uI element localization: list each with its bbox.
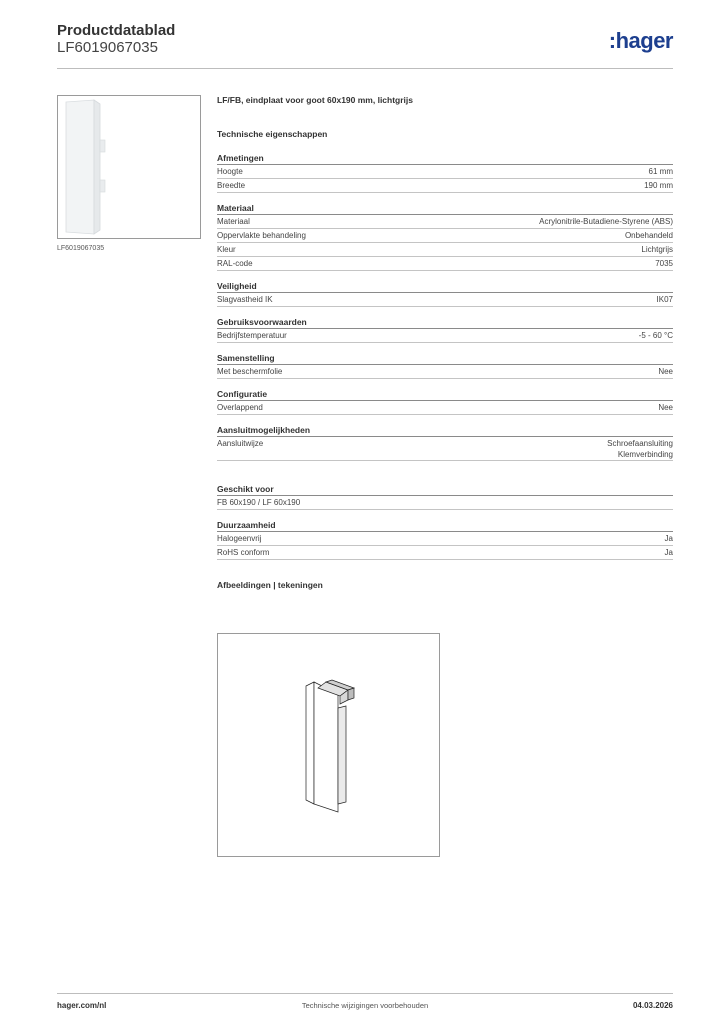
spec-value-line: IK07 — [656, 295, 673, 304]
section-title: Afmetingen — [217, 152, 673, 165]
spec-value — [657, 295, 673, 306]
spec-label: FB 60x190 / LF 60x190 — [217, 498, 301, 507]
footer-disclaimer: Technische wijzigingen voorbehouden — [301, 1001, 429, 1010]
spec-row — [217, 546, 673, 560]
spec-value-line: 61 mm — [648, 167, 673, 176]
section-title: Samenstelling — [217, 352, 673, 365]
spec-value-line: 7035 — [655, 259, 673, 268]
figures-heading: Afbeeldingen | tekeningen — [217, 580, 323, 590]
spec-value-line: Acrylonitrile-Butadiene-Styrene (ABS) — [539, 217, 673, 226]
spec-row — [217, 496, 673, 510]
page-header — [57, 22, 673, 69]
product-title: LF/FB, eindplaat voor goot 60x190 mm, lichtgrijs — [217, 95, 414, 105]
tech-properties-heading: Technische eigenschappen — [217, 129, 328, 139]
product-code: LF6019067035 — [57, 39, 158, 56]
spec-label: Aansluitwijze — [217, 439, 264, 448]
spec-label: Overlappend — [217, 403, 263, 412]
spec-value-line: Nee — [658, 403, 673, 412]
spec-value — [639, 331, 673, 342]
thumbnail-caption: LF6019067035 — [57, 245, 105, 252]
section-title: Gebruiksvoorwaarden — [217, 316, 673, 329]
section-title: Materiaal — [217, 202, 673, 215]
spec-label: Oppervlakte behandeling — [217, 231, 306, 240]
product-thumbnail-image — [58, 96, 200, 238]
spec-row — [217, 165, 673, 179]
spec-label: RAL-code — [217, 259, 253, 268]
document-title: Productdatablad — [57, 22, 176, 39]
spec-value-line: Klemverbinding — [617, 449, 673, 459]
spec-value — [658, 403, 673, 414]
spec-section — [217, 352, 673, 379]
spec-value — [539, 217, 673, 228]
spec-label: Breedte — [217, 181, 246, 190]
spec-section — [217, 483, 673, 510]
spec-value-line: Lichtgrijs — [641, 245, 673, 254]
spec-value-line: Nee — [658, 367, 673, 376]
spec-value — [665, 548, 673, 559]
spec-value — [641, 245, 673, 256]
spec-row — [217, 179, 673, 193]
footer-date: 04.03.2026 — [632, 1001, 673, 1010]
spec-value — [625, 231, 673, 242]
spec-value — [644, 181, 673, 192]
product-drawing — [217, 633, 440, 857]
spec-row — [217, 229, 673, 243]
spec-label: Halogeenvrij — [217, 534, 262, 543]
section-title: Veiligheid — [217, 280, 673, 293]
section-title: Duurzaamheid — [217, 519, 673, 532]
spec-value-line: -5 - 60 °C — [638, 331, 673, 340]
logo-text: hager — [615, 28, 673, 53]
spec-value-line: Onbehandeld — [624, 231, 673, 240]
spec-section — [217, 202, 673, 271]
section-title: Configuratie — [217, 388, 673, 401]
spec-label: Slagvastheid IK — [217, 295, 273, 304]
spec-value — [658, 367, 673, 378]
spec-value — [607, 439, 673, 460]
spec-row — [217, 437, 673, 461]
spec-value — [655, 259, 673, 270]
spec-row — [217, 257, 673, 271]
specs-column — [217, 95, 673, 590]
spec-row — [217, 401, 673, 415]
hager-logo — [609, 28, 673, 54]
spec-sections — [217, 152, 673, 560]
spec-row — [217, 293, 673, 307]
spec-value — [665, 534, 673, 545]
spec-label: Materiaal — [217, 217, 250, 226]
spec-value-line: Ja — [664, 534, 673, 543]
footer-website: hager.com/nl — [57, 1001, 107, 1010]
spec-row — [217, 215, 673, 229]
spec-label: Hoogte — [217, 167, 243, 176]
spec-value-line: Ja — [664, 548, 673, 557]
spec-row — [217, 532, 673, 546]
spec-row — [217, 329, 673, 343]
section-title: Geschikt voor — [217, 483, 673, 496]
spec-value — [649, 167, 673, 178]
spec-value-line: 190 mm — [644, 181, 673, 190]
spec-section — [217, 280, 673, 307]
spec-label: Bedrijfstemperatuur — [217, 331, 287, 340]
spec-label: Kleur — [217, 245, 236, 254]
page-footer — [57, 993, 673, 1017]
spec-value-line: Schroefaansluiting — [607, 439, 673, 448]
spec-section — [217, 388, 673, 415]
spec-row — [217, 365, 673, 379]
spec-label: Met beschermfolie — [217, 367, 283, 376]
spec-section — [217, 316, 673, 343]
section-title: Aansluitmogelijkheden — [217, 424, 673, 437]
logo-mark: : — [608, 28, 616, 53]
product-thumbnail — [57, 95, 201, 239]
product-drawing-image — [218, 634, 439, 856]
spec-label: RoHS conform — [217, 548, 270, 557]
spec-section — [217, 519, 673, 560]
spec-row — [217, 243, 673, 257]
spec-section — [217, 152, 673, 193]
spec-section — [217, 424, 673, 461]
